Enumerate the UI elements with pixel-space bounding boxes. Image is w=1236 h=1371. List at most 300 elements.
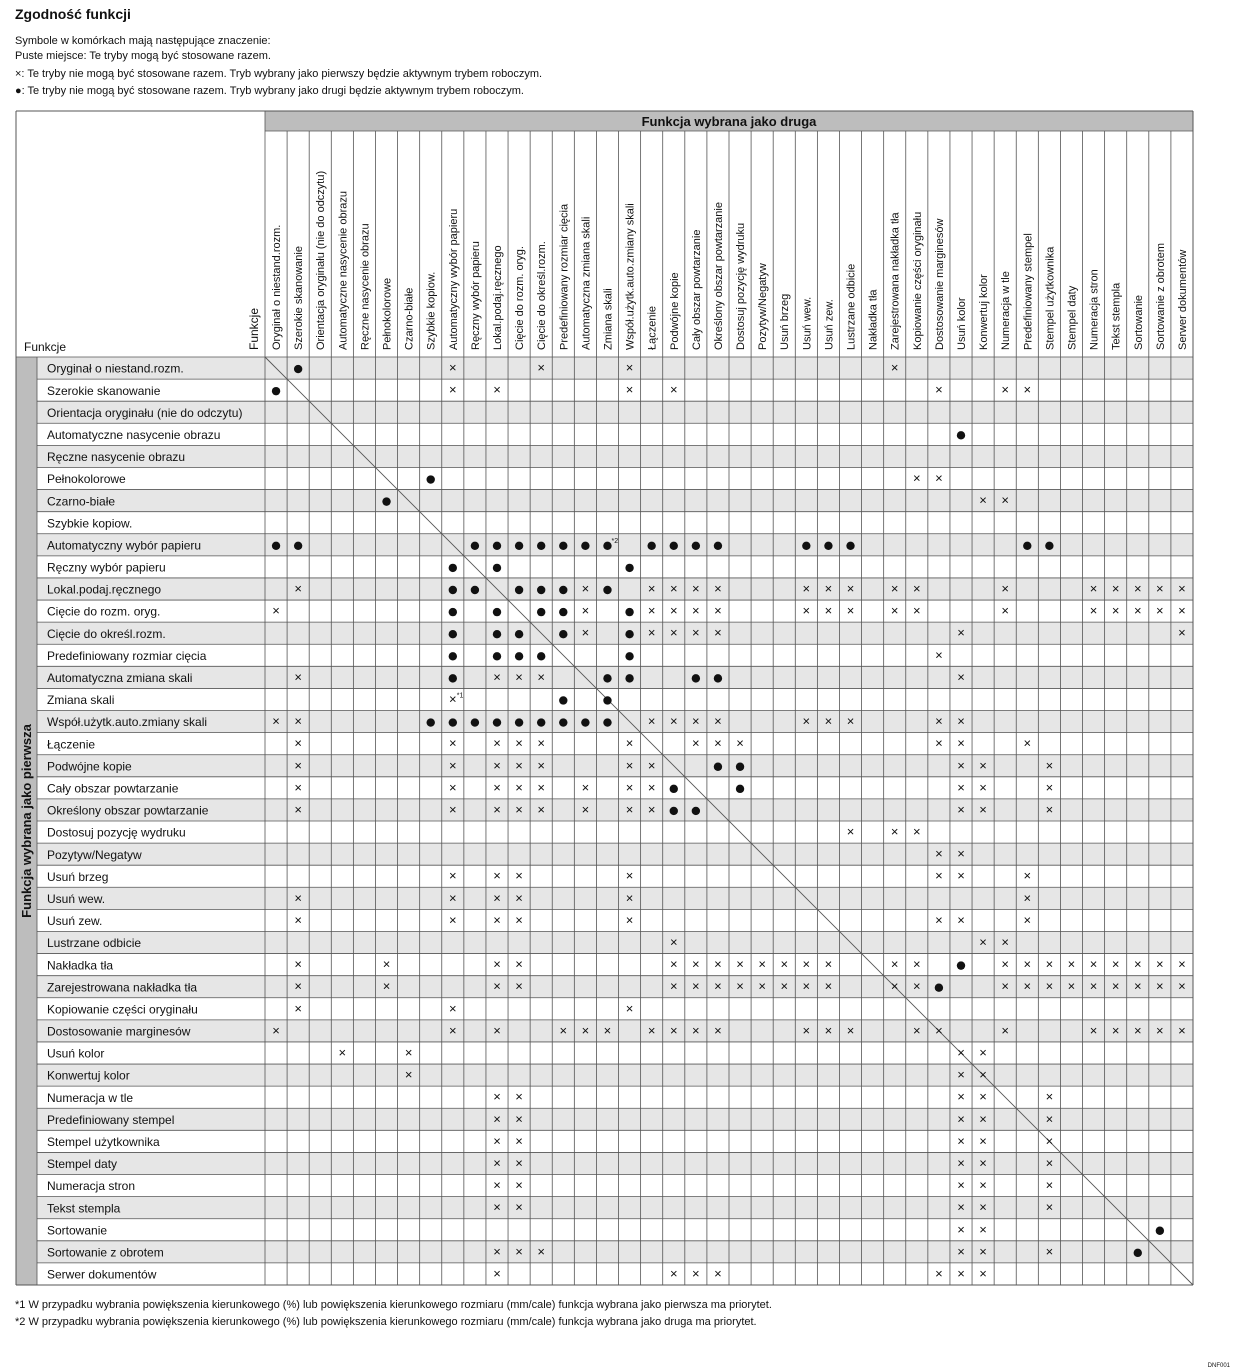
incompatible-second-mark [493, 718, 501, 726]
incompatible-first-mark: × [913, 603, 921, 619]
incompatible-first-mark: × [1089, 956, 1098, 972]
incompatible-second-mark [670, 785, 678, 793]
column-header-label: Dostosuj pozycję wydruku [735, 222, 748, 350]
incompatible-first-mark: × [272, 1022, 280, 1038]
incompatible-first-mark: × [692, 956, 700, 972]
incompatible-second-mark [625, 674, 633, 682]
incompatible-first-mark: × [294, 757, 302, 773]
incompatible-second-mark [471, 586, 479, 594]
incompatible-first-mark: × [957, 625, 965, 641]
row-label-text: Pełnokolorowe [47, 472, 126, 487]
column-header-label: Cięcie do określ.rozm. [536, 241, 549, 350]
incompatible-second-mark [272, 542, 280, 550]
incompatible-second-mark [515, 652, 523, 660]
incompatible-first-mark: × [515, 669, 523, 685]
row-label-text: Orientacja oryginału (nie do odczytu) [47, 405, 243, 420]
incompatible-second-mark [449, 630, 457, 638]
incompatible-first-mark: × [669, 1265, 678, 1281]
incompatible-first-mark: × [890, 360, 899, 376]
incompatible-second-mark [382, 497, 390, 505]
legend-cross: ×: Te tryby nie mogą być stosowane razem. Tryb wybrany jako pierwszy będzie aktywnym trybem roboczym. [15, 68, 543, 80]
row-label-text: Usuń kolor [47, 1046, 105, 1061]
incompatible-first-mark: × [824, 1022, 833, 1038]
page-title: Zgodność funkcji [15, 6, 131, 22]
column-header-label: Numeracja w tle [1000, 271, 1013, 350]
incompatible-first-mark: × [979, 1133, 987, 1149]
incompatible-first-mark: × [957, 1177, 965, 1193]
incompatible-second-mark [581, 718, 589, 726]
incompatible-first-mark: × [493, 1265, 501, 1281]
incompatible-first-mark: × [1045, 956, 1054, 972]
column-header-label: Tekst stempla [1110, 282, 1123, 350]
incompatible-first-mark: × [449, 912, 457, 928]
incompatible-second-mark [537, 718, 545, 726]
incompatible-first-mark: × [537, 801, 545, 817]
incompatible-first-mark: × [1045, 1089, 1054, 1105]
cell-footnote-ref: *2 [611, 537, 619, 545]
incompatible-first-mark: × [294, 581, 302, 596]
incompatible-first-mark: × [1045, 801, 1054, 817]
column-header-label: Usuń brzeg [779, 293, 792, 350]
incompatible-first-mark: × [449, 1000, 457, 1016]
incompatible-first-mark: × [935, 713, 943, 729]
incompatible-first-mark: × [1045, 1133, 1054, 1149]
incompatible-second-mark [537, 542, 545, 550]
incompatible-second-mark [449, 652, 457, 660]
incompatible-first-mark: × [935, 647, 943, 663]
incompatible-first-mark: × [1156, 581, 1164, 596]
incompatible-first-mark: × [515, 956, 523, 972]
incompatible-first-mark: × [1178, 1022, 1186, 1038]
incompatible-second-mark [515, 586, 523, 594]
incompatible-first-mark: × [515, 735, 523, 751]
incompatible-first-mark: × [493, 1243, 501, 1259]
column-header-label: Automatyczna zmiana skali [580, 216, 593, 350]
incompatible-first-mark: × [493, 779, 501, 795]
incompatible-second-mark [449, 674, 457, 682]
incompatible-first-mark: × [449, 360, 457, 376]
incompatible-first-mark: × [559, 1022, 568, 1038]
incompatible-first-mark: × [1045, 757, 1054, 773]
incompatible-first-mark: × [824, 978, 833, 994]
incompatible-first-mark: × [515, 779, 523, 795]
incompatible-first-mark: × [493, 1199, 501, 1215]
incompatible-first-mark: × [957, 801, 965, 817]
incompatible-first-mark: × [957, 1155, 965, 1171]
incompatible-second-mark [537, 652, 545, 660]
footnote-1: *1 W przypadku wybrania powiększenia kierunkowego (%) lub powiększenia kierunkowego rozmiaru (mm/cale) funkcja wybrana jako pierwsza ma priorytet. [15, 1299, 772, 1311]
incompatible-second-mark [515, 718, 523, 726]
row-shade [37, 578, 1193, 600]
incompatible-second-mark [1023, 542, 1031, 550]
incompatible-first-mark: × [294, 713, 302, 729]
column-header-label: Stempel daty [1066, 285, 1079, 350]
incompatible-first-mark: × [294, 779, 302, 795]
row-label-text: Współ.użytk.auto.zmiany skali [47, 715, 208, 730]
incompatible-first-mark: × [979, 1177, 987, 1193]
incompatible-first-mark: × [1111, 978, 1120, 994]
incompatible-first-mark: × [692, 735, 700, 751]
incompatible-first-mark: × [515, 1243, 523, 1259]
incompatible-first-mark: × [1111, 1022, 1120, 1038]
column-header-label: Współ.użytk.auto.zmiany skali [624, 203, 637, 350]
incompatible-second-mark [846, 542, 854, 550]
incompatible-first-mark: × [802, 1022, 811, 1038]
column-header-label: Orientacja oryginału (nie do odczytu) [315, 170, 328, 350]
incompatible-first-mark: × [957, 912, 965, 928]
incompatible-first-mark: × [537, 735, 545, 751]
row-label-text: Usuń brzeg [47, 869, 109, 884]
incompatible-first-mark: × [647, 603, 656, 619]
incompatible-first-mark: × [979, 757, 987, 773]
row-shade [37, 1064, 1193, 1086]
incompatible-first-mark: × [493, 912, 501, 928]
incompatible-first-mark: × [692, 625, 700, 641]
legend-heading: Symbole w komórkach mają następujące znaczenie: [15, 35, 271, 47]
incompatible-second-mark [692, 542, 700, 550]
incompatible-first-mark: × [1023, 382, 1032, 398]
row-label-text: Szerokie skanowanie [47, 383, 161, 398]
column-header-label: Pełnokolorowe [381, 277, 394, 350]
incompatible-first-mark: × [669, 956, 678, 972]
incompatible-first-mark: × [957, 779, 965, 795]
column-header-label: Lustrzane odbicie [845, 263, 858, 350]
row-label-text: Podwójne kopie [47, 759, 132, 774]
incompatible-first-mark: × [449, 890, 457, 906]
incompatible-first-mark: × [692, 978, 700, 994]
incompatible-second-mark [493, 652, 501, 660]
row-shade [37, 711, 1193, 733]
incompatible-first-mark: × [294, 912, 302, 928]
incompatible-first-mark: × [669, 625, 678, 641]
incompatible-first-mark: × [979, 1199, 987, 1215]
incompatible-first-mark: × [294, 1000, 302, 1016]
first-header-label: Funkcja wybrana jako pierwsza [19, 724, 34, 918]
incompatible-first-mark: × [404, 1067, 413, 1083]
column-header-label: Sortowanie z obrotem [1154, 243, 1167, 350]
incompatible-second-mark [493, 542, 501, 550]
incompatible-first-mark: × [957, 713, 965, 729]
incompatible-first-mark: × [449, 1022, 457, 1038]
incompatible-first-mark: × [714, 581, 722, 596]
incompatible-first-mark: × [979, 1111, 987, 1127]
incompatible-first-mark: × [1023, 956, 1032, 972]
incompatible-first-mark: × [669, 603, 678, 619]
incompatible-first-mark: × [493, 1111, 501, 1127]
incompatible-second-mark [625, 608, 633, 616]
row-label-text: Sortowanie z obrotem [47, 1245, 164, 1260]
column-header-label: Usuń kolor [956, 297, 968, 350]
incompatible-first-mark: × [890, 956, 899, 972]
row-shade [37, 887, 1193, 909]
row-label-text: Konwertuj kolor [47, 1068, 130, 1083]
column-header-label: Usuń wew. [801, 296, 814, 350]
incompatible-second-mark [294, 542, 302, 550]
column-header-label: Dostosowanie marginesów [933, 218, 946, 350]
row-shade [37, 1197, 1193, 1219]
incompatible-first-mark: × [890, 603, 899, 619]
incompatible-first-mark: × [714, 713, 722, 729]
row-shade [37, 755, 1193, 777]
row-shade [37, 976, 1193, 998]
incompatible-second-mark [449, 608, 457, 616]
incompatible-first-mark: × [1133, 581, 1142, 596]
column-header-label: Usuń zew. [823, 299, 836, 350]
incompatible-first-mark: × [979, 1045, 987, 1060]
incompatible-first-mark: × [493, 669, 501, 685]
incompatible-first-mark: × [1089, 603, 1098, 619]
incompatible-second-mark [515, 630, 523, 638]
cell-footnote-ref: *1 [456, 692, 464, 700]
incompatible-first-mark: × [824, 713, 833, 729]
incompatible-first-mark: × [979, 1155, 987, 1171]
incompatible-first-mark: × [957, 1045, 965, 1060]
incompatible-first-mark: × [692, 1022, 700, 1038]
incompatible-first-mark: × [1133, 956, 1142, 972]
incompatible-second-mark [935, 984, 943, 992]
incompatible-first-mark: × [957, 1089, 965, 1105]
incompatible-second-mark [957, 961, 965, 969]
incompatible-first-mark: × [758, 956, 766, 972]
row-label-text: Tekst stempla [47, 1201, 121, 1216]
row-label-text: Pozytyw/Negatyw [47, 847, 142, 862]
incompatible-first-mark: × [449, 691, 457, 707]
incompatible-second-mark [670, 542, 678, 550]
column-header-label: Nakładka tła [867, 289, 880, 350]
incompatible-first-mark: × [493, 1155, 501, 1171]
incompatible-first-mark: × [515, 1155, 523, 1171]
row-label-text: Nakładka tła [47, 958, 114, 973]
column-header-label: Szerokie skanowanie [293, 246, 306, 350]
incompatible-first-mark: × [625, 890, 634, 906]
incompatible-first-mark: × [493, 1177, 501, 1193]
incompatible-first-mark: × [714, 625, 722, 641]
incompatible-first-mark: × [957, 1199, 965, 1215]
incompatible-first-mark: × [714, 978, 722, 994]
row-shade [37, 1020, 1193, 1042]
row-label-text: Czarno-białe [47, 494, 116, 509]
column-header-label: Cały obszar powtarzanie [690, 229, 703, 350]
incompatible-first-mark: × [603, 1022, 612, 1038]
incompatible-second-mark [625, 630, 633, 638]
incompatible-first-mark: × [1023, 978, 1032, 994]
incompatible-first-mark: × [294, 978, 302, 994]
incompatible-first-mark: × [890, 978, 899, 994]
incompatible-first-mark: × [1067, 956, 1076, 972]
incompatible-second-mark [294, 365, 302, 373]
incompatible-first-mark: × [382, 978, 391, 994]
column-header-label: Oryginał o niestand.rozm. [271, 224, 284, 350]
row-label-text: Usuń wew. [47, 891, 106, 906]
incompatible-first-mark: × [802, 713, 811, 729]
footnote-2: *2 W przypadku wybrania powiększenia kierunkowego (%) lub powiększenia kierunkowego rozmiaru (mm/cale) funkcja wybrana jako druga ma priorytet. [15, 1316, 757, 1328]
incompatible-first-mark: × [1133, 1022, 1142, 1038]
row-label-text: Określony obszar powtarzanie [47, 803, 209, 818]
incompatible-first-mark: × [758, 978, 766, 994]
incompatible-first-mark: × [647, 779, 656, 795]
incompatible-first-mark: × [669, 581, 678, 596]
incompatible-first-mark: × [1156, 603, 1164, 619]
incompatible-first-mark: × [780, 978, 789, 994]
row-label-text: Automatyczne nasycenie obrazu [47, 427, 221, 442]
row-label-text: Automatyczny wybór papieru [47, 538, 202, 553]
incompatible-first-mark: × [515, 978, 523, 994]
incompatible-first-mark: × [1001, 978, 1009, 994]
incompatible-first-mark: × [272, 713, 280, 729]
incompatible-second-mark [493, 608, 501, 616]
column-header-label: Serwer dokumentów [1176, 249, 1189, 350]
incompatible-first-mark: × [515, 868, 523, 884]
incompatible-second-mark [625, 652, 633, 660]
incompatible-first-mark: × [404, 1045, 413, 1060]
column-header-label: Numeracja stron [1088, 269, 1101, 350]
incompatible-first-mark: × [1023, 868, 1032, 884]
row-label-text: Numeracja w tle [47, 1090, 134, 1105]
incompatible-first-mark: × [493, 1022, 501, 1038]
incompatible-first-mark: × [338, 1045, 347, 1060]
incompatible-first-mark: × [1178, 581, 1186, 596]
incompatible-second-mark [427, 475, 435, 483]
row-label-text: Numeracja stron [47, 1179, 136, 1194]
incompatible-first-mark: × [736, 956, 744, 972]
incompatible-second-mark [692, 807, 700, 815]
incompatible-first-mark: × [625, 382, 634, 398]
incompatible-first-mark: × [935, 382, 943, 398]
incompatible-first-mark: × [935, 912, 943, 928]
incompatible-first-mark: × [935, 735, 943, 751]
incompatible-first-mark: × [913, 978, 921, 994]
incompatible-first-mark: × [1045, 1111, 1054, 1127]
incompatible-first-mark: × [935, 1265, 943, 1281]
incompatible-first-mark: × [493, 757, 501, 773]
incompatible-first-mark: × [449, 382, 457, 398]
row-label-text: Dostosuj pozycję wydruku [47, 825, 186, 840]
incompatible-first-mark: × [802, 956, 811, 972]
column-header-label: Automatyczne nasycenie obrazu [337, 191, 350, 350]
incompatible-second-mark [537, 608, 545, 616]
incompatible-first-mark: × [294, 890, 302, 906]
incompatible-first-mark: × [1133, 603, 1142, 619]
incompatible-first-mark: × [913, 470, 921, 486]
row-label-text: Szybkie kopiow. [47, 516, 133, 531]
incompatible-first-mark: × [1178, 978, 1186, 994]
incompatible-first-mark: × [714, 603, 722, 619]
incompatible-first-mark: × [957, 846, 965, 862]
row-label-text: Stempel daty [47, 1157, 118, 1172]
row-shade [37, 799, 1193, 821]
incompatible-first-mark: × [647, 1022, 656, 1038]
incompatible-second-mark [802, 542, 810, 550]
row-label-text: Ręczne nasycenie obrazu [47, 450, 186, 465]
incompatible-first-mark: × [1023, 912, 1032, 928]
incompatible-first-mark: × [625, 779, 634, 795]
row-label-text: Dostosowanie marginesów [47, 1024, 191, 1039]
incompatible-first-mark: × [935, 868, 943, 884]
incompatible-first-mark: × [714, 1022, 722, 1038]
incompatible-first-mark: × [515, 890, 523, 906]
incompatible-first-mark: × [669, 1022, 678, 1038]
incompatible-first-mark: × [1001, 934, 1009, 950]
incompatible-first-mark: × [957, 1133, 965, 1149]
incompatible-first-mark: × [979, 934, 987, 950]
incompatible-first-mark: × [890, 581, 899, 596]
incompatible-first-mark: × [714, 1265, 722, 1281]
incompatible-first-mark: × [581, 581, 590, 596]
incompatible-second-mark [1156, 1227, 1164, 1235]
incompatible-first-mark: × [979, 1243, 987, 1259]
incompatible-second-mark [559, 718, 567, 726]
incompatible-first-mark: × [515, 1177, 523, 1193]
incompatible-first-mark: × [957, 1067, 965, 1083]
incompatible-first-mark: × [493, 890, 501, 906]
incompatible-first-mark: × [957, 669, 965, 685]
column-header-label: Predefiniowany stempel [1022, 233, 1035, 350]
incompatible-first-mark: × [669, 713, 678, 729]
incompatible-first-mark: × [669, 382, 678, 398]
incompatible-second-mark [736, 763, 744, 771]
second-header-label: Funkcja wybrana jako druga [641, 114, 817, 129]
column-header-label: Łączenie [646, 305, 659, 350]
row-label-text: Cały obszar powtarzanie [47, 781, 179, 796]
incompatible-first-mark: × [692, 603, 700, 619]
incompatible-first-mark: × [294, 669, 302, 685]
incompatible-second-mark [559, 542, 567, 550]
incompatible-first-mark: × [625, 360, 634, 376]
incompatible-second-mark [824, 542, 832, 550]
incompatible-first-mark: × [1178, 625, 1186, 641]
incompatible-first-mark: × [1045, 1177, 1054, 1193]
incompatible-first-mark: × [1156, 978, 1164, 994]
incompatible-first-mark: × [515, 912, 523, 928]
incompatible-first-mark: × [449, 779, 457, 795]
row-label-text: Usuń zew. [47, 914, 103, 929]
column-header-label: Podwójne kopie [668, 272, 681, 350]
incompatible-first-mark: × [846, 603, 855, 619]
incompatible-first-mark: × [979, 1221, 987, 1237]
column-header-label: Konwertuj kolor [978, 274, 991, 350]
incompatible-first-mark: × [1023, 890, 1032, 906]
incompatible-first-mark: × [669, 978, 678, 994]
incompatible-first-mark: × [692, 713, 700, 729]
incompatible-first-mark: × [294, 735, 302, 751]
column-header-label: Ręczny wybór papieru [469, 241, 482, 350]
column-label: Funkcje [247, 307, 261, 350]
row-label-text: Kopiowanie części oryginału [47, 1002, 198, 1017]
incompatible-second-mark [625, 564, 633, 572]
incompatible-first-mark: × [824, 603, 833, 619]
incompatible-first-mark: × [1001, 956, 1009, 972]
incompatible-first-mark: × [537, 1243, 545, 1259]
incompatible-first-mark: × [581, 1022, 590, 1038]
incompatible-second-mark [1045, 542, 1053, 550]
column-header-label: Automatyczny wybór papieru [447, 208, 460, 350]
row-label-text: Ręczny wybór papieru [47, 560, 166, 575]
incompatible-first-mark: × [294, 801, 302, 817]
row-label-text: Cięcie do rozm. oryg. [47, 604, 161, 619]
incompatible-second-mark [515, 542, 523, 550]
column-header-label: Cięcie do rozm. oryg. [514, 246, 527, 350]
incompatible-first-mark: × [1089, 978, 1098, 994]
incompatible-first-mark: × [1178, 603, 1186, 619]
incompatible-first-mark: × [846, 1022, 855, 1038]
incompatible-first-mark: × [979, 1089, 987, 1105]
legend-dot: ●: Te tryby nie mogą być stosowane razem. Tryb wybrany jako drugi będzie aktywnym trybem roboczym. [15, 85, 524, 97]
incompatible-second-mark [692, 674, 700, 682]
incompatible-first-mark: × [957, 1221, 965, 1237]
incompatible-second-mark [603, 542, 611, 550]
incompatible-first-mark: × [913, 1022, 921, 1038]
column-header-label: Szybkie kopiow. [425, 271, 438, 350]
